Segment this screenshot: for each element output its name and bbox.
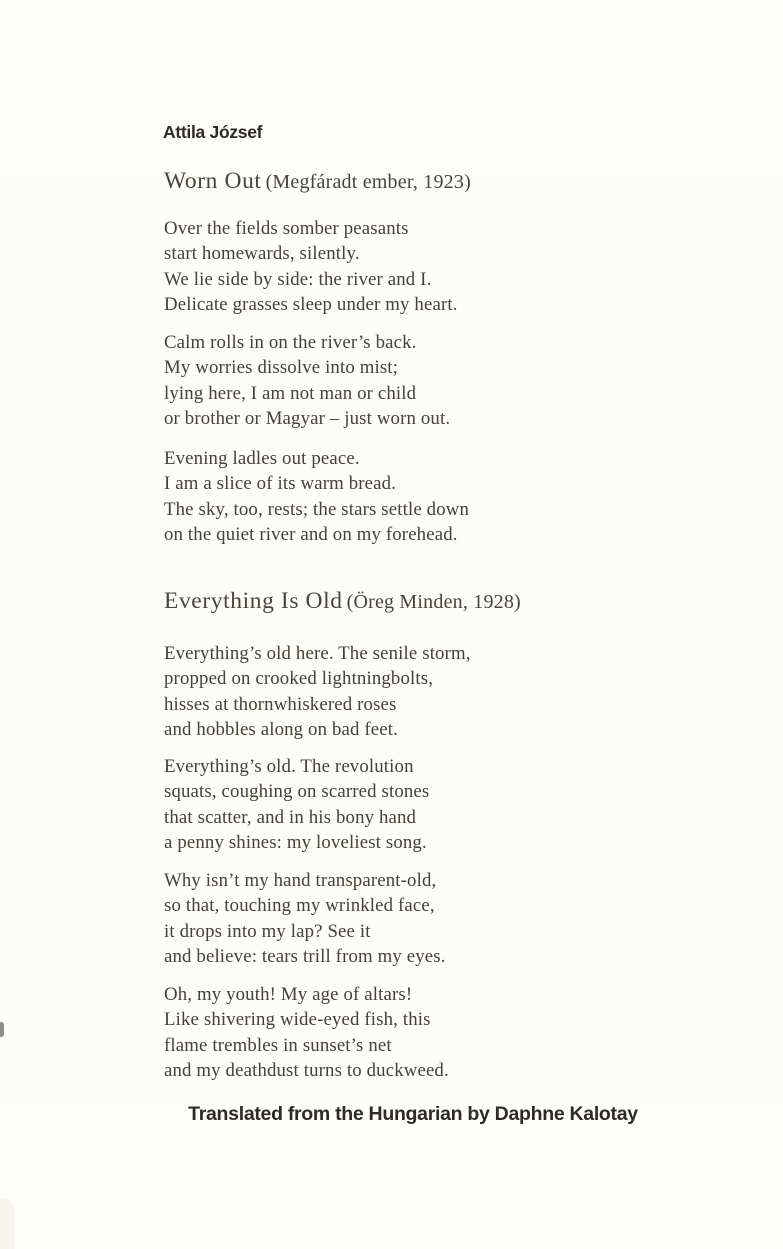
poem-line: or brother or Magyar – just worn out.: [164, 408, 451, 430]
scan-artifact-mark: [0, 1022, 4, 1037]
poem-line: lying here, I am not man or child: [164, 382, 417, 404]
poem-1-stanza-3: [164, 446, 469, 548]
poem-1-heading: [164, 168, 471, 195]
poem-2-stanza-3: [164, 868, 446, 970]
scan-corner-shade: [0, 1199, 14, 1249]
poem-1-stanza-1: [164, 216, 458, 318]
poem-line: hisses at thornwhiskered roses: [164, 693, 397, 715]
poem-line: and hobbles along on bad feet.: [164, 719, 398, 741]
poem-2-stanza-4: [164, 982, 449, 1084]
poem-line: that scatter, and in his bony hand: [164, 806, 417, 828]
poem-line: squats, coughing on scarred stones: [164, 781, 430, 803]
poem-line: Calm rolls in on the river’s back.: [164, 332, 417, 353]
poem-line: Over the fields somber peasants: [164, 218, 409, 239]
poem-2-stanza-2: [164, 754, 429, 856]
poem-line: The sky, too, rests; the stars settle down: [164, 498, 470, 520]
poem-line: flame trembles in sunset’s net: [164, 1034, 392, 1056]
poem-2-subtitle: (Öreg Minden, 1928): [346, 591, 521, 613]
poem-line: start homewards, silently.: [164, 243, 360, 265]
poem-line: so that, touching my wrinkled face,: [164, 895, 435, 917]
poem-line: on the quiet river and on my forehead.: [164, 524, 458, 546]
poem-line: propped on crooked lightningbolts,: [164, 668, 434, 690]
poem-2-title: Everything Is Old: [164, 588, 343, 614]
poem-line: My worries dissolve into mist;: [164, 357, 399, 379]
poem-line: We lie side by side: the river and I.: [164, 268, 432, 290]
poem-line: Like shivering wide-eyed fish, this: [164, 1009, 431, 1031]
poem-2-stanza-1: [164, 641, 471, 743]
author-name: Attila József: [163, 122, 263, 142]
poem-line: Delicate grasses sleep under my heart.: [164, 294, 458, 316]
poem-line: Oh, my youth! My age of altars!: [164, 984, 413, 1005]
poem-line: Everything’s old here. The senile storm,: [164, 643, 471, 664]
poem-line: Everything’s old. The revolution: [164, 756, 414, 777]
poem-line: a penny shines: my loveliest song.: [164, 832, 427, 854]
poem-line: and my deathdust turns to duckweed.: [164, 1060, 449, 1082]
poem-1-stanza-2: [164, 330, 450, 432]
poem-line: I am a slice of its warm bread.: [164, 473, 397, 495]
poem-line: Evening ladles out peace.: [164, 448, 360, 469]
poem-2-heading: [164, 588, 521, 615]
poem-1-subtitle: (Megfáradt ember, 1923): [265, 171, 471, 193]
translator-credit: Translated from the Hungarian by Daphne Kalotay: [188, 1103, 638, 1125]
poem-line: it drops into my lap? See it: [164, 920, 371, 942]
poem-line: and believe: tears trill from my eyes.: [164, 946, 446, 968]
poem-1-title: Worn Out: [164, 168, 262, 194]
poem-line: Why isn’t my hand transparent-old,: [164, 870, 437, 891]
